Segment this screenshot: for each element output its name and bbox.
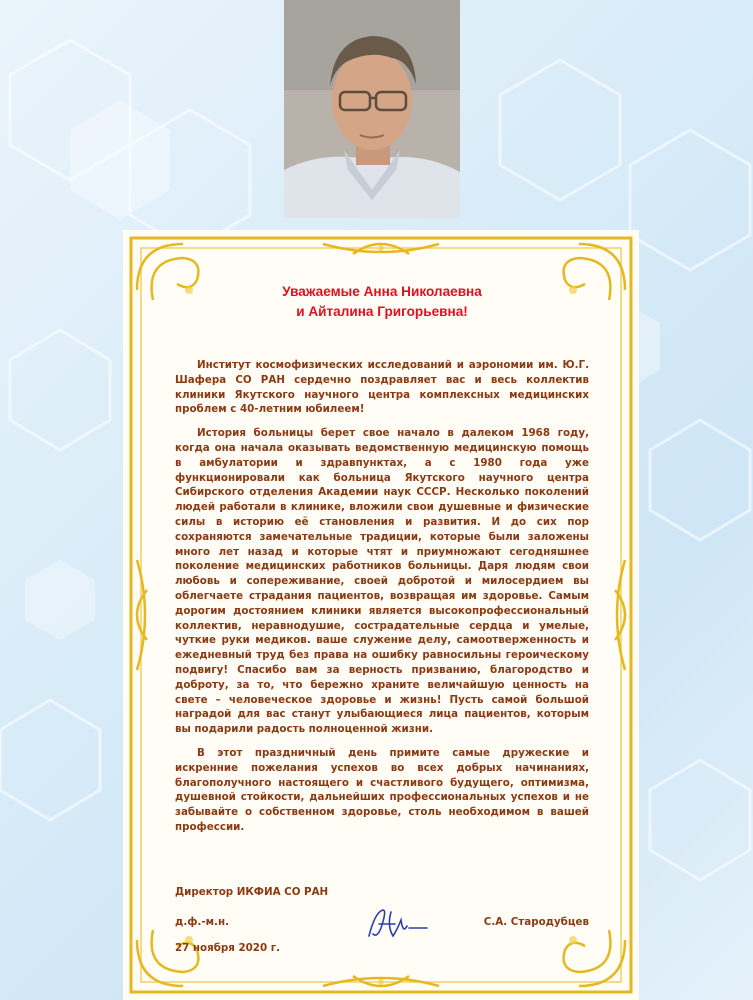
letter-greeting [175, 282, 589, 322]
letter-content [175, 282, 589, 844]
handwritten-signature-icon [361, 906, 431, 942]
paragraph-3: В этот праздничный день примите самые дружеские и искренние пожелания успехов во всех добрых начинаниях, благополучного настоящего и счастливого будущего, оптимизма, душевной стойкости, дальнейших профессиональных успехов и не забывайте о собственном здоровье, столь необходимом в вашей профессии. [175, 746, 589, 833]
signer-name: С.А. Стародубцев [483, 916, 589, 928]
man-with-glasses-portrait-icon [284, 0, 460, 218]
greeting-line-2: и Айталина Григорьевна! [296, 304, 468, 319]
portrait-photo [284, 0, 460, 218]
paragraph-1: Институт космофизических исследований и аэрономии им. Ю.Г. Шафера СО РАН сердечно поздравляет вас и весь коллектив клиники Якутского научного центра комплексных медицинских проблем с 40-летним юбилеем! [175, 359, 589, 416]
greeting-line-1: Уважаемые Анна Николаевна [282, 284, 482, 299]
letter-date: 27 ноября 2020 г. [175, 942, 281, 954]
paragraph-2: История больницы берет свое начало в далеком 1968 году, когда она начала оказывать ведомственную медицинскую помощь в амбулатории и здравпунктах, а с 1980 года уже функционировали как больница Якутского научного центра Сибирского отделения Академии наук СССР. Несколько поколений людей работали в клинике, вложили свои душевные и физические силы в историю её становления и развития. И до сих пор сохраняются замечательные традиции, которые были заложены много лет назад и которые чтят и приумножают сегодняшнее поколение медицинских работников больницы. Даря людям свои любовь и сопереживание, своей добротой и милосердием вы облегчаете страдания пациентов, возвращая им здоровье. Самым дорогим достоянием клиники является высокопрофессиональный коллектив, неравнодушие, сострадательные сердца и умелые, чуткие руки медиков. ваше служение делу, самоотверженность и ежедневный труд без права на ошибку равносильны героическому подвигу! Спасибо вам за верность призванию, благородство и доброту, за то, что бережно храните величайшую ценность на свете – человеческое здоровье и жизнь! Пусть самой большой наградой для вас станут улыбающиеся лица пациентов, которым вы подарили радость полноценной жизни. [175, 427, 589, 736]
signature-block [175, 886, 589, 966]
signer-position: Директор ИКФИА СО РАН [175, 886, 329, 898]
signer-degree: д.ф.-м.н. [175, 916, 229, 928]
congratulation-letter [123, 230, 639, 1000]
